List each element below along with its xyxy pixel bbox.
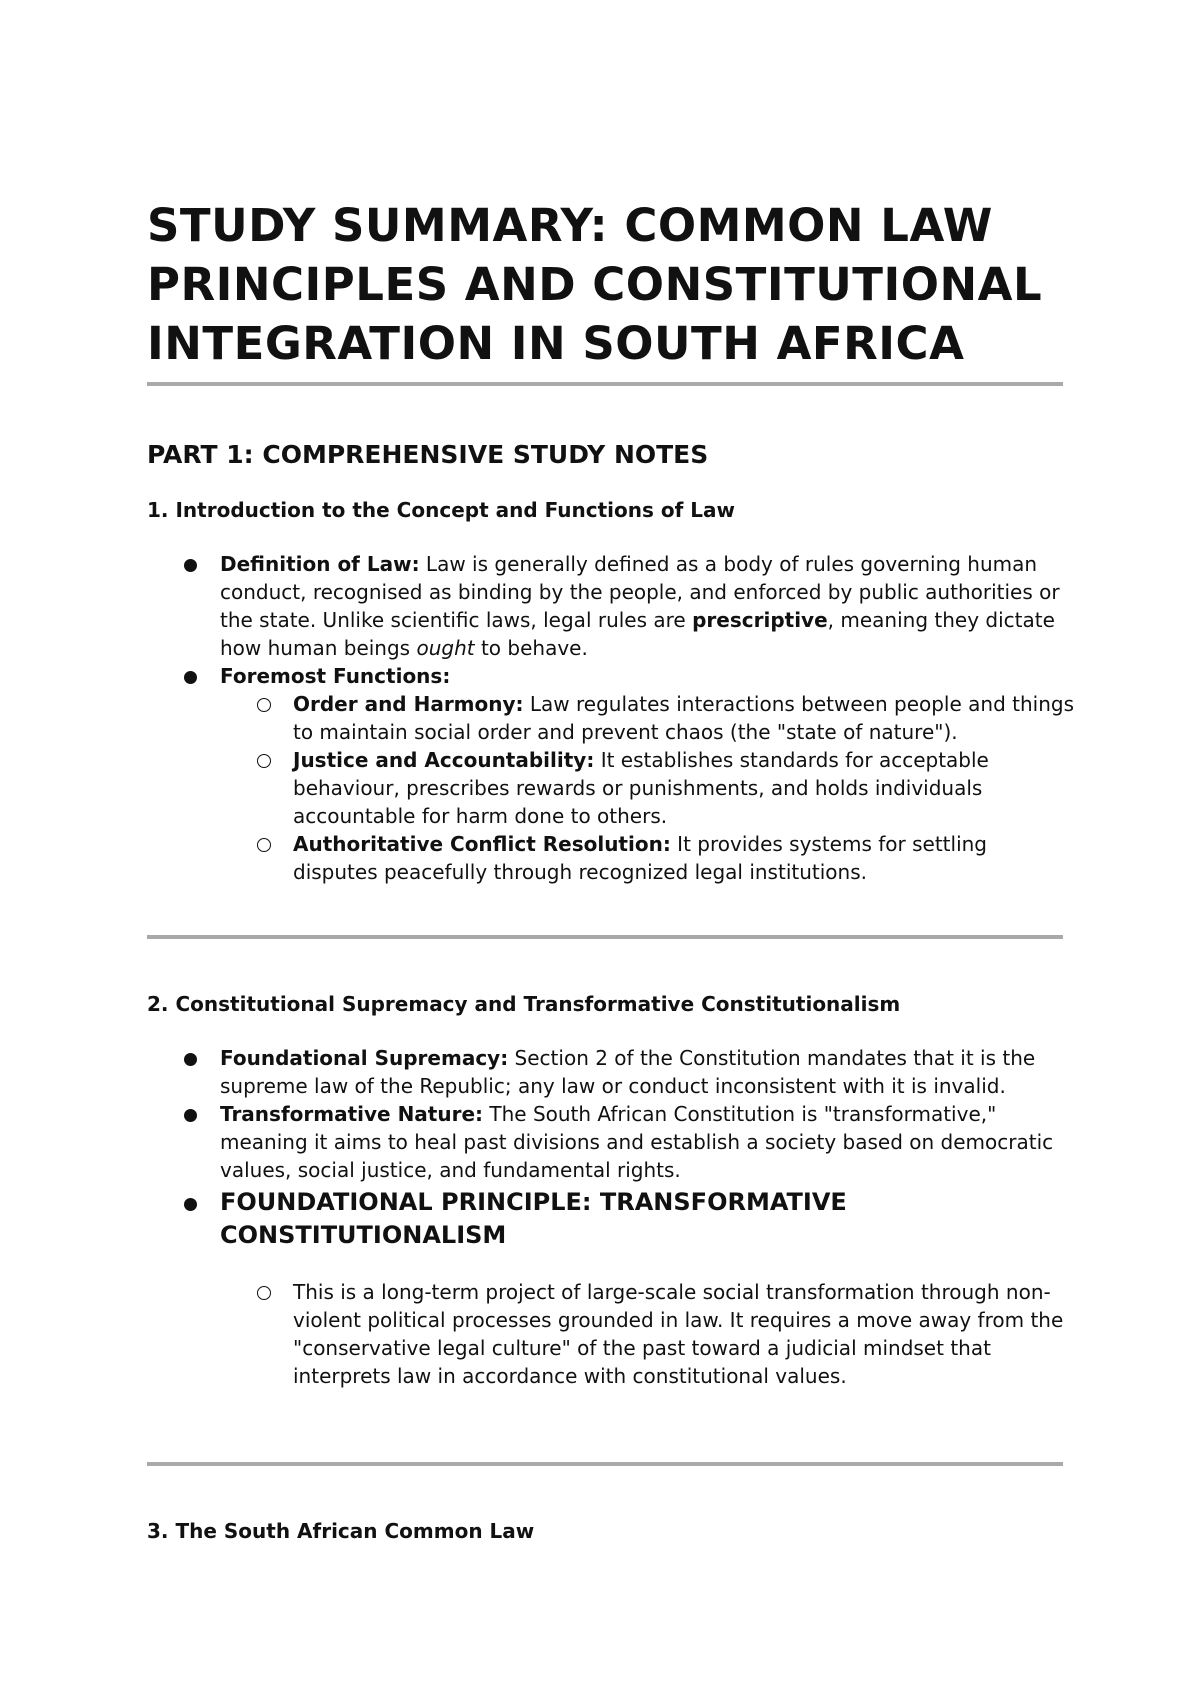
definition-emphasis: prescriptive xyxy=(692,608,828,632)
list-item-supremacy xyxy=(147,1044,1077,1100)
document-title: STUDY SUMMARY: COMMON LAW PRINCIPLES AND CONSTITUTIONAL INTEGRATION IN SOUTH AFRICA xyxy=(147,199,1043,370)
transformative-label: Transformative Nature: xyxy=(220,1102,484,1126)
hollow-bullet-icon xyxy=(257,754,271,768)
function-label: Order and Harmony: xyxy=(293,692,524,716)
section-1-divider xyxy=(147,935,1063,939)
section-2-heading: 2. Constitutional Supremacy and Transformative Constitutionalism xyxy=(147,992,901,1016)
function-item xyxy=(147,746,1077,830)
section-2-list xyxy=(147,1044,1077,1390)
principle-sublist xyxy=(220,1278,1077,1390)
bullet-icon xyxy=(184,671,197,684)
supremacy-text: Section 2 of the Constitution mandates that it is the supreme law of the Republic; any law or conduct inconsistent with it is invalid. xyxy=(220,1046,1036,1098)
list-item-definition xyxy=(147,550,1077,662)
list-item-transformative xyxy=(147,1100,1077,1184)
function-label: Justice and Accountability: xyxy=(293,748,595,772)
function-label: Authoritative Conflict Resolution: xyxy=(293,832,671,856)
part-heading: PART 1: COMPREHENSIVE STUDY NOTES xyxy=(147,440,709,469)
hollow-bullet-icon xyxy=(257,838,271,852)
function-text: It establishes standards for acceptable behaviour, prescribes rewards or punishments, and holds individuals accountable for harm done to others. xyxy=(293,748,989,828)
bullet-icon xyxy=(184,1198,197,1211)
list-item-functions xyxy=(147,662,1077,886)
functions-label: Foremost Functions: xyxy=(220,664,451,688)
function-text: It provides systems for settling disputes peacefully through recognized legal institutions. xyxy=(293,832,987,884)
principle-text: This is a long-term project of large-scale social transformation through non-violent political processes grounded in law. It requires a move away from the "conservative legal culture" of the past toward a judicial mindset that interprets law in accordance with constitutional values. xyxy=(293,1280,1064,1388)
section-2-divider xyxy=(147,1462,1063,1466)
definition-text-b: , meaning they dictate how human beings xyxy=(220,608,1055,660)
function-item xyxy=(147,690,1077,746)
definition-label: Definition of Law: xyxy=(220,552,420,576)
function-item xyxy=(147,830,1077,886)
list-item-principle xyxy=(147,1186,1077,1390)
bullet-icon xyxy=(184,1053,197,1066)
definition-text-c: to behave. xyxy=(474,636,588,660)
bullet-icon xyxy=(184,1109,197,1122)
bullet-icon xyxy=(184,559,197,572)
definition-text-a: Law is generally defined as a body of rules governing human conduct, recognised as binding by the people, and enforced by public authorities or the state. Unlike scientific laws, legal rules are xyxy=(220,552,1060,632)
hollow-bullet-icon xyxy=(257,1286,271,1300)
principle-item xyxy=(147,1278,1077,1390)
transformative-text: The South African Constitution is "transformative," meaning it aims to heal past divisions and establish a society based on democratic values, social justice, and fundamental rights. xyxy=(220,1102,1054,1182)
hollow-bullet-icon xyxy=(257,698,271,712)
supremacy-label: Foundational Supremacy: xyxy=(220,1046,509,1070)
section-3-heading: 3. The South African Common Law xyxy=(147,1519,535,1543)
title-divider xyxy=(147,382,1063,386)
section-1-heading: 1. Introduction to the Concept and Functions of Law xyxy=(147,498,735,522)
principle-heading: FOUNDATIONAL PRINCIPLE: TRANSFORMATIVE CONSTITUTIONALISM xyxy=(220,1188,847,1249)
function-text: Law regulates interactions between people and things to maintain social order and prevent chaos (the "state of nature"). xyxy=(293,692,1074,744)
section-1-list xyxy=(147,550,1077,886)
functions-sublist xyxy=(220,690,1077,886)
definition-italic: ought xyxy=(416,636,475,660)
